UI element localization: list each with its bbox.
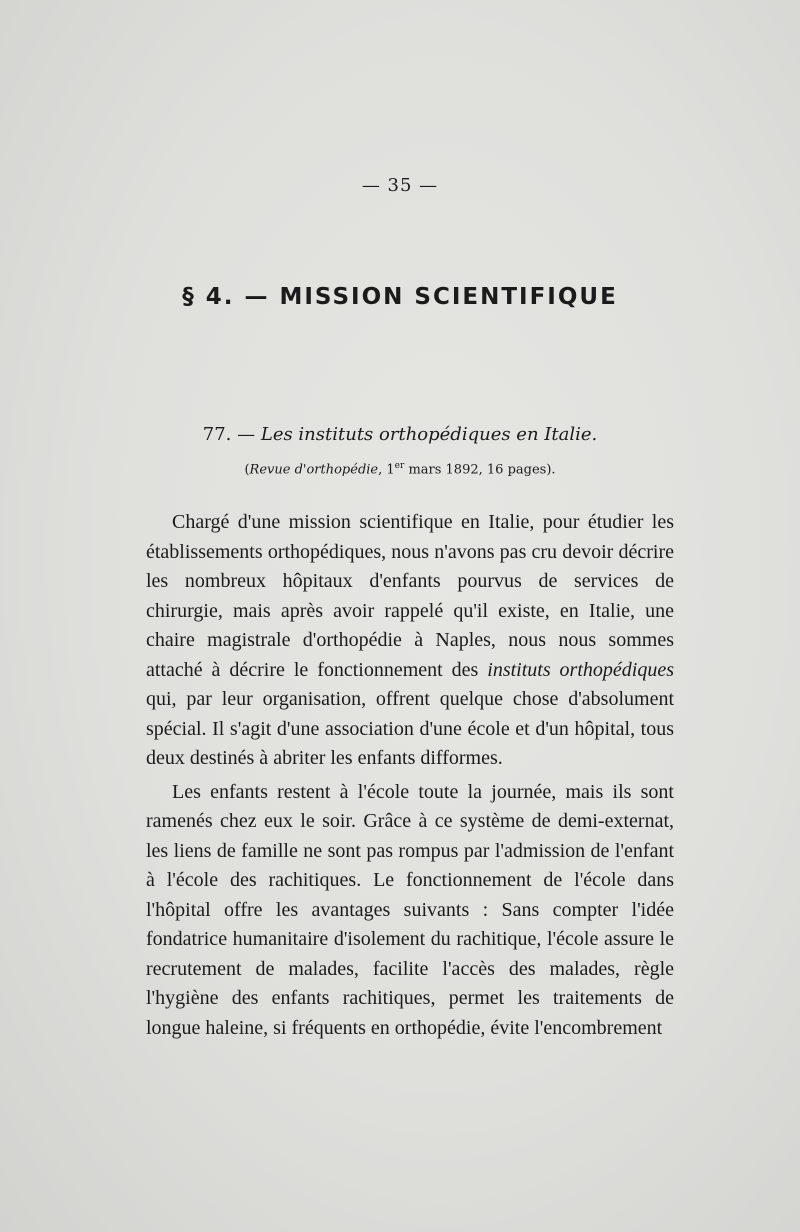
citation-date-rest: mars 1892, 16 pages). [404, 462, 556, 478]
body-text [146, 508, 674, 1043]
section-title: § 4. — MISSION SCIENTIFIQUE [182, 284, 618, 310]
paragraph [146, 508, 674, 774]
citation-journal: Revue d'orthopédie [249, 462, 379, 478]
citation-open: ( [244, 462, 250, 478]
page-number: — 35 — [361, 175, 439, 196]
paragraph-emphasis: instituts orthopédiques [487, 658, 674, 681]
paragraph-text: Chargé d'une mission scientifique en Italie, pour étudier les établissements orthopédiques, nous n'avons pas cru devoir décrire les nombreux hôpitaux d'enfants pourvus de services de chirurgie, mais après avoir rappelé qu'il existe, en Italie, une chaire magistrale d'orthopédie à Naples, nous nous sommes attaché à décrire le fonctionnement des [146, 511, 674, 681]
paragraph: Les enfants restent à l'école toute la journée, mais ils sont ramenés chez eux le soir. Grâce à ce système de demi-externat, les liens de famille ne sont pas rompus par l'admission de l'enfant à l'école des rachitiques. Le fonctionnement de l'école dans l'hôpital offre les avantages suivants : Sans compter l'idée fondatrice humanitaire d'isolement du rachitique, l'école assure le recrutement de malades, facilite l'accès des malades, règle l'hygiène des enfants rachitiques, permet les traitements de longue haleine, si fréquents en orthopédie, évite l'encombrement [146, 780, 674, 1039]
paragraph-text: qui, par leur organisation, offrent quelque chose d'absolument spécial. Il s'agit d'une association d'une école et d'un hôpital, tous deux destinés à abriter les enfants difformes. [146, 688, 674, 769]
citation-date-sup: er [394, 461, 405, 471]
article-title: Les instituts orthopédiques en Italie. [260, 424, 598, 445]
article-heading [0, 424, 800, 445]
article-number: 77. [202, 424, 232, 445]
article-citation [0, 461, 800, 477]
citation-date-prefix: , 1 [378, 462, 395, 478]
article-dash: — [237, 424, 256, 445]
